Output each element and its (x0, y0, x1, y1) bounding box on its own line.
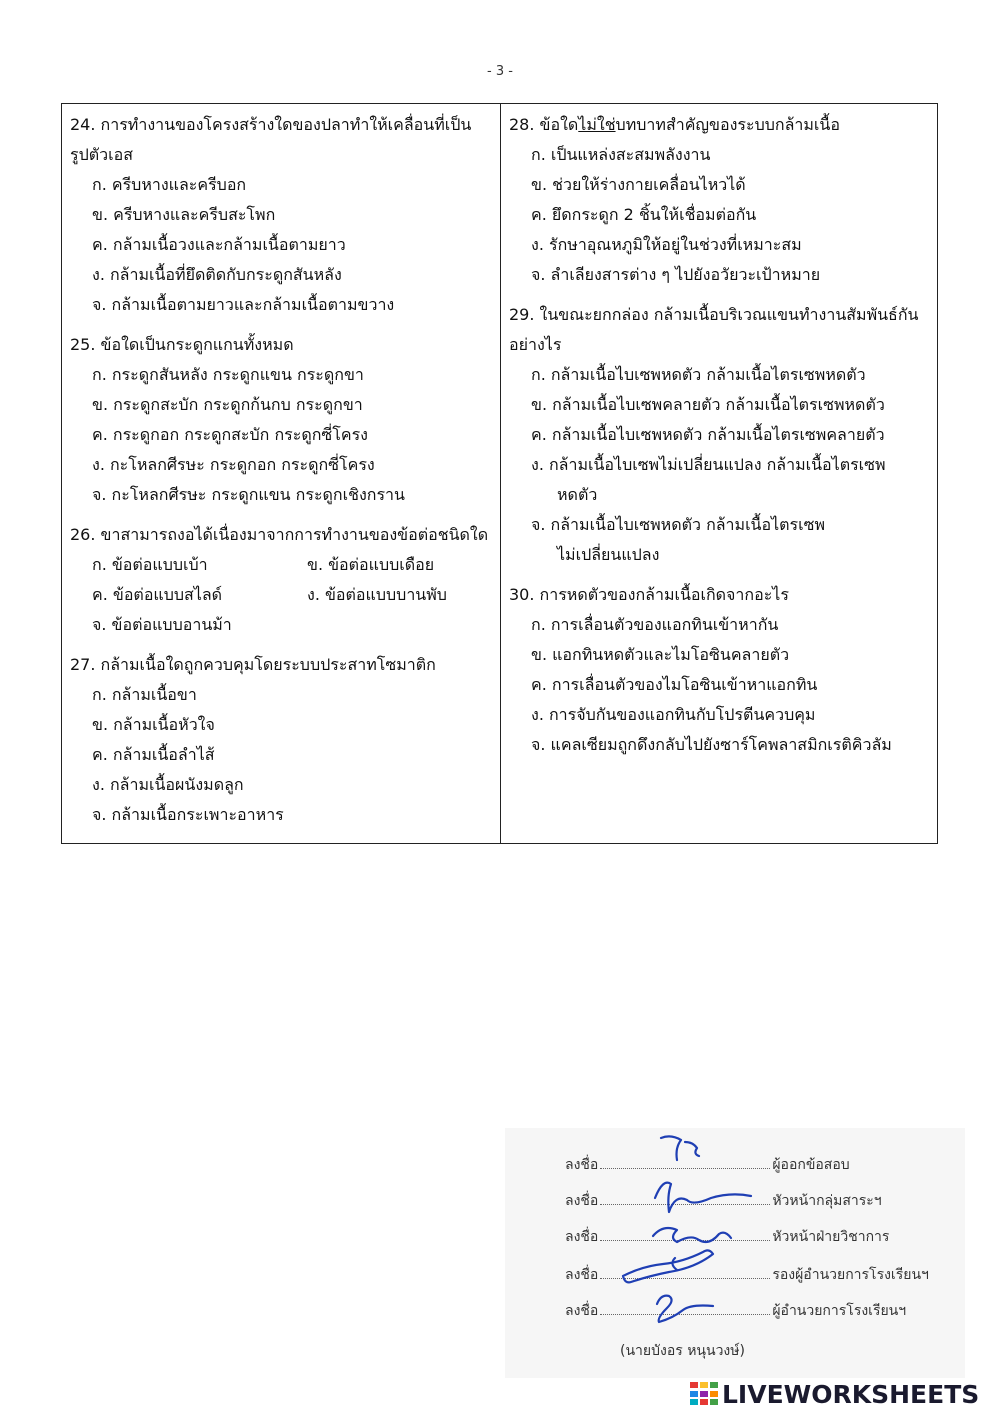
sign-role: หัวหน้ากลุ่มสาระฯ (772, 1193, 882, 1209)
option-b[interactable]: ข. กล้ามเนื้อไบเซพคลายตัว กล้ามเนื้อไตรเซพหดตัว (531, 395, 885, 414)
option-c[interactable]: ค. กระดูกอก กระดูกสะบัก กระดูกซี่โครง (92, 425, 368, 444)
logo-text: LIVEWORKSHEETS (722, 1379, 980, 1409)
question-27 (70, 650, 500, 830)
option-d[interactable]: ง. กะโหลกศีรษะ กระดูกอก กระดูกซี่โครง (92, 455, 375, 474)
question-stem: 30. การหดตัวของกล้ามเนื้อเกิดจากอะไร (509, 585, 789, 604)
sign-role: รองผู้อำนวยการโรงเรียนฯ (772, 1267, 929, 1283)
question-30 (509, 580, 937, 760)
option-e-cont[interactable]: ไม่เปลี่ยนแปลง (557, 545, 660, 564)
question-25 (70, 330, 500, 510)
signature-3 (653, 1228, 731, 1242)
handwritten-signatures (505, 1128, 965, 1378)
signature-block (505, 1128, 965, 1378)
exam-question-table (61, 103, 938, 844)
option-a[interactable]: ก. กล้ามเนื้อขา (92, 685, 197, 704)
option-c[interactable]: ค. กล้ามเนื้อวงและกล้ามเนื้อตามยาว (92, 235, 346, 254)
option-d-cont[interactable]: หดตัว (557, 485, 598, 504)
option-d[interactable]: ง. ข้อต่อแบบบานพับ (307, 585, 447, 604)
question-stem: 25. ข้อใดเป็นกระดูกแกนทั้งหมด (70, 335, 294, 354)
printed-name: (นายบังอร หนุนวงษ์) (620, 1343, 745, 1359)
option-b[interactable]: ข. ครีบหางและครีบสะโพก (92, 205, 276, 224)
stem-emphasis-not: ไม่ใช่ (578, 115, 616, 134)
sign-label: ลงชื่อ (565, 1229, 599, 1245)
sign-role: ผู้อำนวยการโรงเรียนฯ (772, 1303, 907, 1319)
question-28 (509, 110, 937, 290)
page-number: - 3 - (487, 64, 513, 79)
sign-label: ลงชื่อ (565, 1193, 599, 1209)
signature-5 (657, 1296, 713, 1322)
option-b[interactable]: ข. แอกทินหดตัวและไมโอซินคลายตัว (531, 645, 790, 664)
logo-grid-icon (690, 1382, 718, 1406)
option-a[interactable]: ก. ครีบหางและครีบอก (92, 175, 247, 194)
option-d[interactable]: ง. การจับกันของแอกทินกับโปรตีนควบคุม (531, 705, 816, 724)
option-a[interactable]: ก. กล้ามเนื้อไบเซพหดตัว กล้ามเนื้อไตรเซพหดตัว (531, 365, 866, 384)
option-c[interactable]: ค. กล้ามเนื้อลำไส้ (92, 745, 215, 764)
option-e[interactable]: จ. แคลเซียมถูกดึงกลับไปยังซาร์โคพลาสมิกเรติคิวลัม (531, 735, 892, 754)
option-a[interactable]: ก. ข้อต่อแบบเบ้า (92, 555, 208, 574)
question-stem: 29. ในขณะยกกล่อง กล้ามเนื้อบริเวณแขนทำงานสัมพันธ์กัน (509, 305, 919, 324)
stem-suffix: บทบาทสำคัญของระบบกล้ามเนื้อ (615, 115, 840, 134)
question-26 (70, 520, 500, 640)
option-d[interactable]: ง. รักษาอุณหภูมิให้อยู่ในช่วงที่เหมาะสม (531, 235, 802, 254)
signature-4 (623, 1250, 713, 1282)
option-d[interactable]: ง. กล้ามเนื้อผนังมดลูก (92, 775, 244, 794)
option-b[interactable]: ข. กล้ามเนื้อหัวใจ (92, 715, 215, 734)
stem-prefix: 28. ข้อใด (509, 115, 579, 134)
option-a[interactable]: ก. เป็นแหล่งสะสมพลังงาน (531, 145, 711, 164)
option-a[interactable]: ก. การเลื่อนตัวของแอกทินเข้าหากัน (531, 615, 779, 634)
option-e[interactable]: จ. กล้ามเนื้อไบเซพหดตัว กล้ามเนื้อไตรเซพ (531, 515, 826, 534)
sign-label: ลงชื่อ (565, 1157, 599, 1173)
option-c[interactable]: ค. การเลื่อนตัวของไมโอซินเข้าหาแอกทิน (531, 675, 818, 694)
option-e[interactable]: จ. กล้ามเนื้อตามยาวและกล้ามเนื้อตามขวาง (92, 295, 395, 314)
option-e[interactable]: จ. ลำเลียงสารต่าง ๆ ไปยังอวัยวะเป้าหมาย (531, 265, 821, 284)
signature-2 (655, 1183, 751, 1212)
question-stem-cont: รูปตัวเอส (70, 145, 133, 164)
option-e[interactable]: จ. ข้อต่อแบบอานม้า (92, 615, 232, 634)
option-d[interactable]: ง. กล้ามเนื้อไบเซพไม่เปลี่ยนแปลง กล้ามเนื้อไตรเซพ (531, 455, 886, 474)
liveworksheets-logo (690, 1380, 979, 1408)
question-stem: 24. การทำงานของโครงสร้างใดของปลาทำให้เคลื่อนที่เป็น (70, 115, 472, 134)
question-24 (70, 110, 500, 320)
sign-role: ผู้ออกข้อสอบ (772, 1157, 850, 1173)
option-b[interactable]: ข. กระดูกสะบัก กระดูกก้นกบ กระดูกขา (92, 395, 363, 414)
option-a[interactable]: ก. กระดูกสันหลัง กระดูกแขน กระดูกขา (92, 365, 364, 384)
right-column (501, 104, 937, 843)
sign-label: ลงชื่อ (565, 1267, 599, 1283)
option-b[interactable]: ข. ข้อต่อแบบเดือย (307, 555, 435, 574)
option-b[interactable]: ข. ช่วยให้ร่างกายเคลื่อนไหวได้ (531, 175, 746, 194)
option-c[interactable]: ค. กล้ามเนื้อไบเซพหดตัว กล้ามเนื้อไตรเซพคลายตัว (531, 425, 885, 444)
question-stem: 26. ขาสามารถงอได้เนื่องมาจากการทำงานของข้อต่อชนิดใด (70, 525, 489, 544)
question-stem-cont: อย่างไร (509, 335, 562, 354)
option-d[interactable]: ง. กล้ามเนื้อที่ยึดติดกับกระดูกสันหลัง (92, 265, 342, 284)
question-stem: 27. กล้ามเนื้อใดถูกควบคุมโดยระบบประสาทโซมาติก (70, 655, 436, 674)
signature-1 (661, 1136, 699, 1160)
left-column (62, 104, 501, 843)
sign-role: หัวหน้าฝ่ายวิชาการ (772, 1229, 890, 1245)
option-c[interactable]: ค. ยึดกระดูก 2 ชิ้นให้เชื่อมต่อกัน (531, 205, 757, 224)
option-c[interactable]: ค. ข้อต่อแบบสไลด์ (92, 585, 223, 604)
option-e[interactable]: จ. กะโหลกศีรษะ กระดูกแขน กระดูกเชิงกราน (92, 485, 405, 504)
question-29 (509, 300, 937, 570)
option-e[interactable]: จ. กล้ามเนื้อกระเพาะอาหาร (92, 805, 284, 824)
sign-label: ลงชื่อ (565, 1303, 599, 1319)
question-stem (509, 110, 937, 140)
